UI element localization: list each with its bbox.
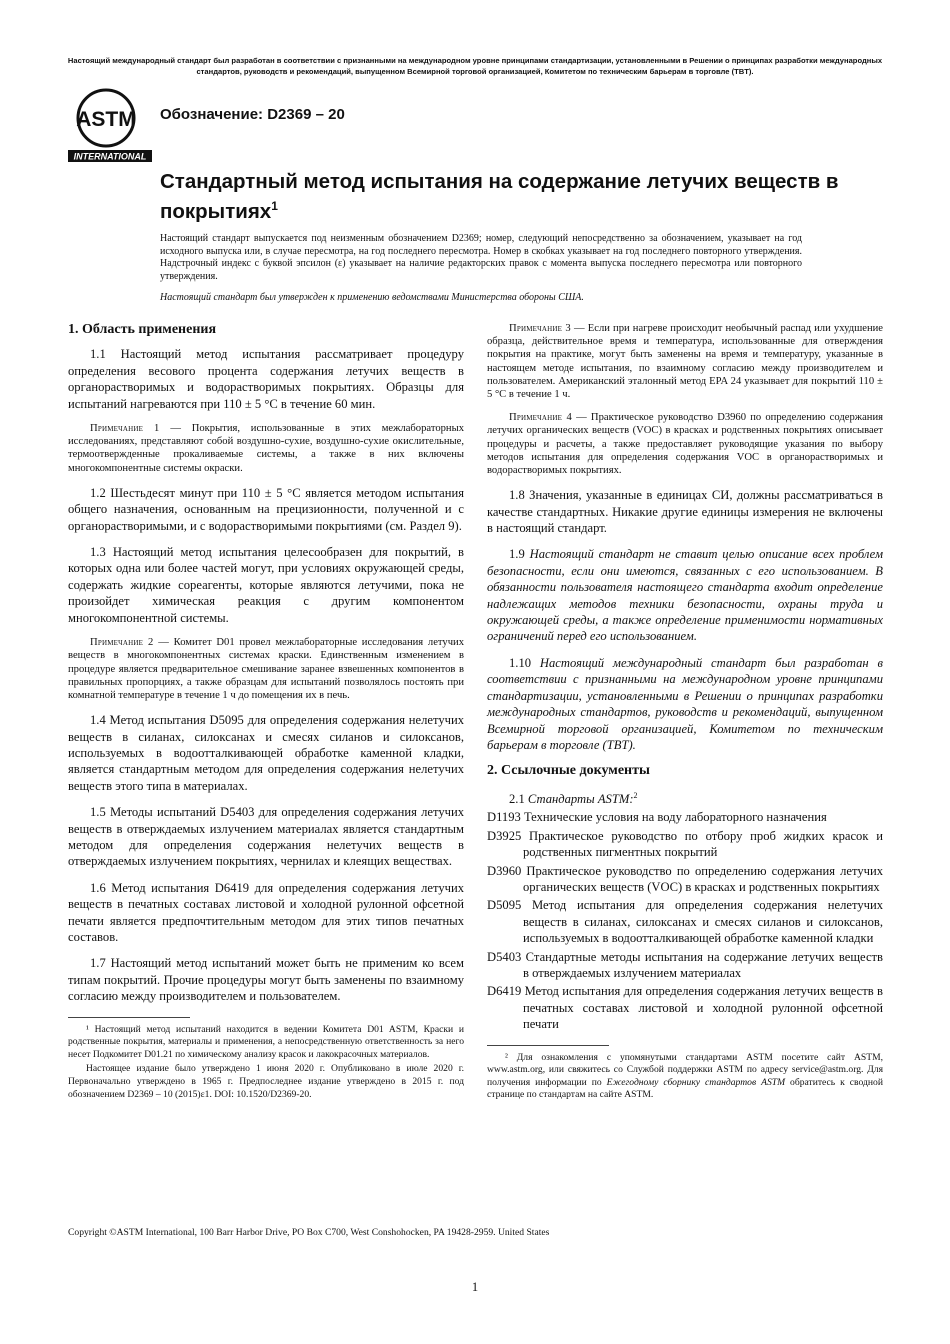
paragraph-1-9 bbox=[487, 546, 883, 644]
note-1 bbox=[68, 422, 464, 475]
paragraph-1-9-number: 1.9 bbox=[509, 547, 530, 562]
paragraph-1-2: 1.2 Шестьдесят минут при 110 ± 5 °С является методом испытания общего назначения, основанным на прецизионности, полученной и с органорастворимыми, и с водорастворимыми покрытиями (см. Раздел 9). bbox=[68, 485, 464, 533]
footnote-divider-right bbox=[487, 1045, 609, 1046]
reference-d5095: D5095 Метод испытания для определения содержания нелетучих веществ в силанах, силоксанах и смесях силанов и силоксанов, используемых в водоотталкивающей обработке каменной кладки bbox=[487, 898, 883, 946]
footnote-divider bbox=[68, 1017, 190, 1018]
paragraph-1-3: 1.3 Настоящий метод испытания целесообразен для покрытий, в которых одна или более частей могут, при условиях окружающей среды, содержать жидкие сореагенты, которые являются летучими, пока не произойдет химическая реакция с другим компонентом многокомпонентной системы. bbox=[68, 545, 464, 625]
intro-paragraph: Настоящий стандарт выпускается под неизменным обозначением D2369; номер, следующий непосредственно за обозначением, указывает на год исходного выпуска или, в случае пересмотра, на год последнего пересмотра. Номер в скобках указывает на год последнего повторного утверждения. Надстрочный индекс с буквой эпсилон (ε) указывает на наличие редакторских правок с момента выпуска последнего пересмотра или повторного утверждения. bbox=[160, 233, 802, 282]
paragraph-1-1: 1.1 Настоящий метод испытания рассматривает процедуру определения весового процента содержания летучих веществ в органорастворимых и водорастворимых покрытиях. Образцы для испытаний нагреваются при 110 ± 5 °С в течение 60 мин. bbox=[68, 347, 464, 411]
right-column bbox=[487, 322, 883, 1104]
paragraph-2-1 bbox=[487, 788, 883, 808]
footnote-2-italic: Ежегодному сборнику стандартов ASTM bbox=[606, 1076, 786, 1088]
title-footnote-marker: 1 bbox=[271, 199, 278, 213]
reference-d6419: D6419 Метод испытания для определения содержания летучих веществ в печатных составах листовой и холодной рулонной офсетной печати bbox=[487, 984, 883, 1032]
paragraph-1-9-text: Настоящий стандарт не ставит целью описание всех проблем безопасности, если они имеются, связанных с его использованием. В обязанности пользователя настоящего стандарта входит определение надлежащих методов техники безопасности, охраны труда и окружающей среды, а также определение применимости нормативных ограничений перед его использованием. bbox=[487, 547, 883, 644]
footnote-2-text-b: обратитесь к сводной странице по стандартам на сайте ASTM. bbox=[487, 1076, 883, 1101]
document-title bbox=[160, 169, 840, 224]
footnote-2 bbox=[487, 1052, 883, 1102]
left-column bbox=[68, 322, 464, 1103]
reference-d5403: D5403 Стандартные методы испытания на содержание летучих веществ в отверждаемых излучением материалах bbox=[487, 949, 883, 980]
paragraph-1-4: 1.4 Метод испытания D5095 для определения содержания нелетучих веществ в силанах, силоксанах и смесях силанов и силоксанов, используемых в водоотталкивающей обработке каменной кладки, является стандартным методом для определения содержания нелетучих веществ этого типа в материалах. bbox=[68, 713, 464, 793]
approval-statement: Настоящий стандарт был утвержден к применению ведомствами Министерства обороны США. bbox=[160, 292, 584, 303]
paragraph-1-10-text: Настоящий международный стандарт был разработан в соответствии с признанными на международном уровне принципами стандартизации, установленными в Решении о принципах разработки международных стандартов, руководств и рекомендаций, выпущенном Всемирной торговой организацией, Комитетом по техническим барьерам в торговле (TBT). bbox=[487, 655, 883, 752]
note-3-text: — Если при нагреве происходит необычный распад или ухудшение образца, действительное время и температура, использованные для отверждения покрытия на практике, могут быть заменены на время и температуру, указанные в настоящем методе испытания, по взаимному согласию между производителем и пользователем. Американский эталонный метод EPA 24 указывает для покрытий 110 ± 5 °С в течение 1 ч. bbox=[487, 323, 884, 401]
note-3-label: Примечание 3 bbox=[509, 323, 571, 334]
paragraph-1-8: 1.8 Значения, указанные в единицах СИ, должны рассматриваться в качестве стандартных. Никакие другие единицы измерения не включены в настоящий стандарт. bbox=[487, 488, 883, 536]
footnote-2-text-a: ² Для ознакомления с упомянутыми стандартами ASTM посетите сайт ASTM, www.astm.org, или свяжитесь со Службой поддержки ASTM по адресу service@astm.org. Для получения информации по bbox=[487, 1051, 883, 1088]
paragraph-1-10 bbox=[487, 655, 883, 753]
note-2 bbox=[68, 636, 464, 702]
astm-logo-icon bbox=[66, 88, 156, 164]
paragraph-2-1-text: Стандарты ASTM: bbox=[527, 791, 634, 806]
note-2-label: Примечание 2 bbox=[90, 637, 154, 649]
page-number: 1 bbox=[471, 1280, 479, 1294]
paragraph-1-6: 1.6 Метод испытания D6419 для определения содержания летучих веществ в печатных составах листовой и холодной рулонной офсетной печати является предпочтительным методом для этих типов печатных составов. bbox=[68, 880, 464, 944]
footnote-1: ¹ Настоящий метод испытаний находится в ведении Комитета D01 ASTM, Краски и родственные покрытия, материалы и применения, а непосредственную ответственность за него несет Подкомитет D01.21 по химическому анализу красок и лакокрасочных материалов. bbox=[68, 1023, 464, 1060]
paragraph-2-1-number: 2.1 bbox=[509, 791, 528, 806]
paragraph-1-7: 1.7 Настоящий метод испытаний может быть не применим ко всем типам покрытий. Прочие процедуры могут быть заменены по взаимному согласию между производителем и пользователем. bbox=[68, 956, 464, 1004]
note-3 bbox=[487, 322, 883, 401]
paragraph-1-10-number: 1.10 bbox=[509, 655, 540, 670]
document-title-text: Стандартный метод испытания на содержание летучих веществ в покрытиях bbox=[160, 170, 839, 223]
note-2-text: — Комитет D01 провел межлабораторные исследования летучих веществ в многокомпонентных системах краски. Единственным изменением в процедуре является предварительное смешивание заранее взвешенных компонентов в правильных пропорциях, а также образцам для испытаний позволялось постоять при комнатной температуре в течение 1 ч до помещения их в печь. bbox=[68, 637, 464, 701]
international-standard-notice: Настоящий международный стандарт был разработан в соответствии с признанными на международном уровне принципами стандартизации, установленными в Решении о принципах разработки международных стандартов, руководств и рекомендаций, выпущенном Всемирной торговой организацией, Комитетом по техническим барьерам в торговле (TBT). bbox=[67, 56, 883, 76]
note-4-label: Примечание 4 bbox=[509, 412, 572, 424]
reference-d3925: D3925 Практическое руководство по отбору проб жидких красок и родственных пигментных покрытий bbox=[487, 828, 883, 860]
note-1-label: Примечание 1 bbox=[90, 423, 160, 435]
reference-d1193: D1193 Технические условия на воду лабораторного назначения bbox=[487, 810, 827, 825]
astm-logo bbox=[66, 88, 156, 164]
logo-text: ASTM bbox=[76, 108, 136, 131]
logo-subtext: INTERNATIONAL bbox=[73, 151, 147, 162]
paragraph-2-1-footnote-marker: 2 bbox=[633, 790, 638, 800]
designation: Обозначение: D2369 – 20 bbox=[160, 106, 345, 123]
section-1-heading: 1. Область применения bbox=[68, 322, 217, 337]
copyright-line: Copyright ©ASTM International, 100 Barr Harbor Drive, PO Box C700, West Conshohocken, PA 19428-2959. United States bbox=[68, 1227, 550, 1238]
section-2-heading: 2. Ссылочные документы bbox=[487, 763, 650, 779]
paragraph-1-5: 1.5 Методы испытаний D5403 для определения содержания летучих веществ в отверждаемых излучением материалах является стандартным методом для определения содержания нелетучих веществ в отверждаемых излучением покрытиях, чернилах и клеящих веществах. bbox=[68, 805, 464, 869]
note-4 bbox=[487, 411, 883, 477]
reference-d3960: D3960 Практическое руководство по определению содержания летучих органических веществ (VOC) в красках и родственных покрытиях bbox=[487, 863, 883, 894]
footnote-1-edition: Настоящее издание было утверждено 1 июня 2020 г. Опубликовано в июле 2020 г. Первоначально утверждено в 1965 г. Предпоследнее издание утверждено в 2015 г. под обозначением D2369 – 10 (2015)ε1. DOI: 10.1520/D2369-20. bbox=[68, 1063, 464, 1100]
note-4-text: — Практическое руководство D3960 по определению содержания летучих органических веществ (VOC) в красках и родственных покрытиях описывает процедуры и расчеты, а также предоставляет руководящие указания по выбору методов испытания для определения содержания VOC в органорастворимых и водорастворимых покрытиях. bbox=[487, 412, 884, 477]
note-1-text: — Покрытия, использованные в этих межлабораторных исследованиях, представляют собой воздушно-сухие, воздушно-сухие окислительные, термоотвержденные прокаливаемые системы, а также в них включены многокомпонентные системы окраски. bbox=[68, 423, 464, 474]
